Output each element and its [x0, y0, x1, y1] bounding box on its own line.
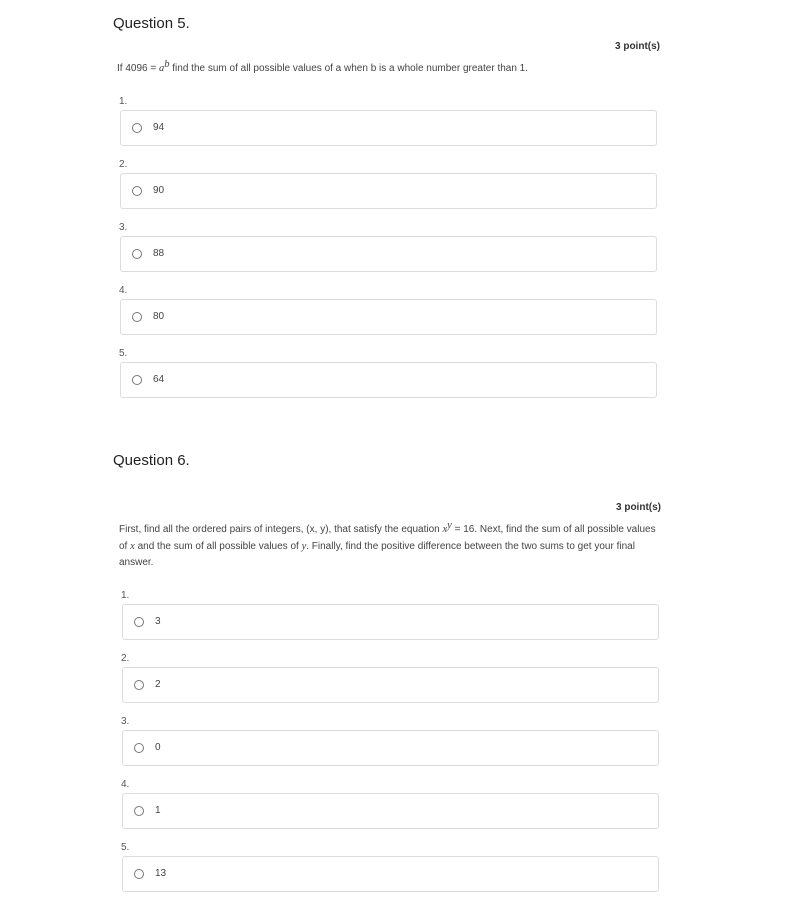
variable-x: x: [442, 524, 448, 535]
question-5-text: If $4096 = a^b$ find the sum of all possible values of a when b is a whole number greater than 1.: [117, 58, 529, 74]
variable-y: y: [301, 540, 307, 552]
q6-option-1[interactable]: [122, 604, 659, 640]
q5-option-4[interactable]: [120, 299, 657, 335]
q5-option-1[interactable]: [120, 110, 657, 146]
option-label: 13: [155, 868, 167, 879]
option-label: 1: [155, 805, 161, 816]
exponent-b: b: [164, 58, 170, 70]
radio-icon[interactable]: [132, 249, 142, 259]
q5-option-3[interactable]: [120, 236, 657, 272]
option-label: 90: [153, 185, 165, 196]
q6-option-5[interactable]: [122, 856, 659, 892]
option-number: 4.: [121, 779, 130, 790]
radio-icon[interactable]: [132, 375, 142, 385]
radio-icon[interactable]: [134, 680, 144, 690]
option-number: 5.: [121, 842, 130, 853]
radio-icon[interactable]: [134, 869, 144, 879]
option-number: 2.: [119, 159, 128, 170]
exponent-y: y: [447, 519, 452, 531]
option-label: 0: [155, 742, 161, 753]
option-number: 3.: [121, 716, 130, 727]
option-number: 3.: [119, 222, 128, 233]
q5-option-2[interactable]: [120, 173, 657, 209]
radio-icon[interactable]: [132, 123, 142, 133]
question-5-title: Question 5.: [113, 15, 190, 32]
option-number: 5.: [119, 348, 128, 359]
option-label: 80: [153, 311, 165, 322]
q6-option-3[interactable]: [122, 730, 659, 766]
option-number: 2.: [121, 653, 130, 664]
option-number: 1.: [121, 590, 130, 601]
radio-icon[interactable]: [132, 186, 142, 196]
option-label: 64: [153, 374, 165, 385]
variable-x: x: [130, 540, 135, 552]
q5-option-5[interactable]: [120, 362, 657, 398]
question-6-points: 3 point(s): [616, 502, 661, 513]
q6-option-2[interactable]: [122, 667, 659, 703]
option-label: 2: [155, 679, 161, 690]
option-number: 4.: [119, 285, 128, 296]
option-label: 94: [153, 122, 165, 133]
radio-icon[interactable]: [134, 617, 144, 627]
option-label: 3: [155, 616, 161, 627]
radio-icon[interactable]: [132, 312, 142, 322]
question-6-text: First, find all the ordered pairs of integers, (x, y), that satisfy the equation $x^y = 16$. Next, find the sum of all possible values of x and the sum of all possible values of y. Finally, find the positive difference between the two sums to get your final answer.: [119, 519, 656, 568]
option-number: 1.: [119, 96, 128, 107]
question-5-points: 3 point(s): [615, 41, 660, 52]
option-label: 88: [153, 248, 165, 259]
radio-icon[interactable]: [134, 806, 144, 816]
q6-option-4[interactable]: [122, 793, 659, 829]
radio-icon[interactable]: [134, 743, 144, 753]
variable-a: a: [158, 63, 165, 74]
question-6-title: Question 6.: [113, 452, 190, 469]
